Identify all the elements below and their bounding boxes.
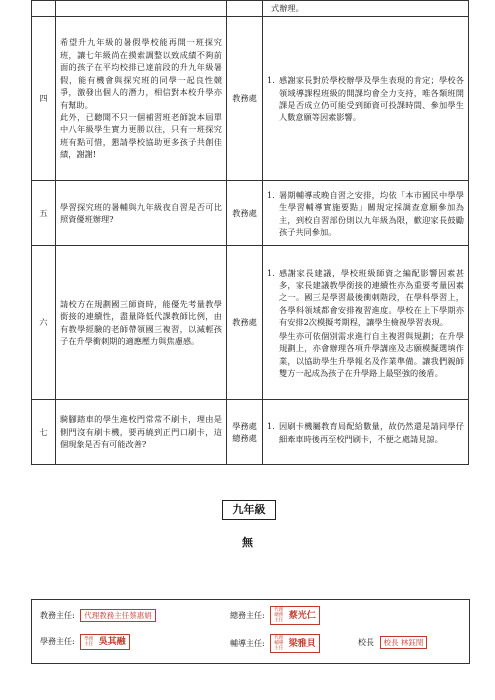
answer-item <box>263 266 468 329</box>
seal-stamp <box>80 634 130 650</box>
department-cell <box>227 400 263 465</box>
row-number: 七 <box>32 400 56 465</box>
seal-title: 代理總務主任 <box>274 608 284 623</box>
seal-stamp: 校長 林鈺閔 <box>380 636 428 649</box>
answer-item <box>263 419 468 445</box>
answer-item <box>263 329 468 380</box>
signature-label: 校長 <box>358 637 374 647</box>
table-row-7 <box>32 400 469 465</box>
seal-name: 梁雅貝 <box>288 638 316 649</box>
answer-text: 學生亦可依個別需求進行自主複習與規劃；在升學規劃上，亦會辦理各項升學講座及志願模擬選填作業，以協助學生升學報名及作業準備。讓我們親師雙方一起成為孩子在升學路上最堅強的後盾。 <box>279 330 464 378</box>
answer-cell <box>263 246 469 400</box>
answer-text: 暑期輔導或晚自習之安排，均依「本市國民中學學生學習輔導實施要點」關規定採調查意願參加為主，到校自習部份則以九年級為限，歡迎家長鼓勵孩子共同參加。 <box>279 189 464 237</box>
department-cell <box>227 181 263 246</box>
answer-text: 因刷卡機屬教育局配給數量，故仍然還是請同學仔細牽車時後再至校門刷卡，不便之處請見諒。 <box>279 421 464 444</box>
signature-box <box>31 599 470 664</box>
seal-name: 蔡光仁 <box>288 610 316 621</box>
department-name: 總務處 <box>232 433 257 443</box>
question-cell <box>56 246 227 400</box>
answer-number: 1. <box>267 189 275 200</box>
question-paragraph: 此外，已聽聞不只一個補習班老師說本屆單中八年級學生實力更勝以往，只有一班探究班有點可惜，懇請學校協助更多孩子共創佳績，謝謝! <box>60 111 222 160</box>
answer-cell <box>263 17 469 181</box>
continuation-row <box>32 1 469 17</box>
question-cell <box>56 400 227 465</box>
department-name: 教務處 <box>232 93 257 104</box>
department-name: 教務處 <box>232 317 257 328</box>
question-cell <box>56 17 227 181</box>
seal-title: 學務主任 <box>84 636 94 647</box>
answer-text: 感謝家長對於學校辦學及學生表現的肯定；學校各領域導課程班級的開課均會全力支持，唯各類班開課是否成立仍可能受到師資可投課時間、參加學生人數意願等因素影響。 <box>279 75 464 123</box>
signature-label: 學務主任: <box>40 637 75 646</box>
answer-cell <box>263 400 469 465</box>
department-name: 學務處 <box>232 420 257 431</box>
answer-number <box>267 330 279 380</box>
row-number: 六 <box>32 246 56 400</box>
grade-content: 無 <box>242 536 253 549</box>
seal-title: 代理輔導主任 <box>274 636 284 651</box>
question-paragraph: 請校方在規劃國三師資時，能優先考量教學銜接的連續性，盡量降低代課教師比例，由有教學經驗的老師帶領國三複習，以減輕孩子在升學衝刺期的適應壓力與焦慮感。 <box>60 298 222 346</box>
question-paragraph: 希望升九年級的暑假學校能再開一班探究班，讓七年級尚在摸索調整以致成績不夠前面的孩子在平均校排已達前段的升九年級暑假，能有機會與探究班的同學一起良性競爭，激發出個人的潛力，相信對本校升學亦有幫助。 <box>60 37 222 110</box>
signature-academic <box>40 609 156 622</box>
seal-stamp <box>270 606 320 625</box>
answer-number: 1. <box>267 267 275 278</box>
answer-number: 1. <box>267 75 275 86</box>
department-cell <box>227 17 263 181</box>
signature-principal <box>358 636 427 649</box>
grade-heading: 九年級 <box>222 500 276 520</box>
question-cell <box>56 181 227 246</box>
answer-text: 感謝家長建議，學校班級師資之編配影響因素甚多，家長建議教學銜接的連續性亦為重要考量因素之一。國三是學習最後衝刺階段，在學科學習上，各學科領域都會安排複習進度。學校在上下學期亦有安排2次模擬考期程，讓學生檢視學習表現。 <box>279 267 464 328</box>
signature-counseling <box>230 634 320 653</box>
table-row-6 <box>32 246 469 400</box>
department-cell <box>227 246 263 400</box>
answer-number: 1. <box>267 421 275 432</box>
answer-item <box>263 73 468 124</box>
question-paragraph: 學習探究班的暑輔與九年級夜自習是否可比照資優班辦理? <box>60 201 222 224</box>
answer-cell <box>263 181 469 246</box>
answer-item <box>263 188 468 239</box>
row-number: 五 <box>32 181 56 246</box>
seal-stamp <box>270 634 320 653</box>
signature-student <box>40 634 130 650</box>
qa-table <box>31 0 469 465</box>
table-row-5 <box>32 181 469 246</box>
seal-stamp: 代理教務主任蔡惠娟 <box>80 609 156 622</box>
continuation-text: 式辦理。 <box>263 1 469 17</box>
signature-label: 輔導主任: <box>230 638 265 648</box>
signature-general <box>230 606 320 625</box>
department-name: 教務處 <box>232 207 257 218</box>
signature-label: 教務主任: <box>40 610 75 620</box>
row-number: 四 <box>32 17 56 181</box>
question-paragraph: 騎腳踏車的學生進校門常常不刷卡，理由是側門沒有刷卡機，要再繞到正門口刷卡，這個現象是否有可能改善? <box>60 414 222 450</box>
signature-label: 總務主任: <box>230 610 265 620</box>
table-row-4 <box>32 17 469 181</box>
seal-name: 吳其融 <box>98 636 126 647</box>
